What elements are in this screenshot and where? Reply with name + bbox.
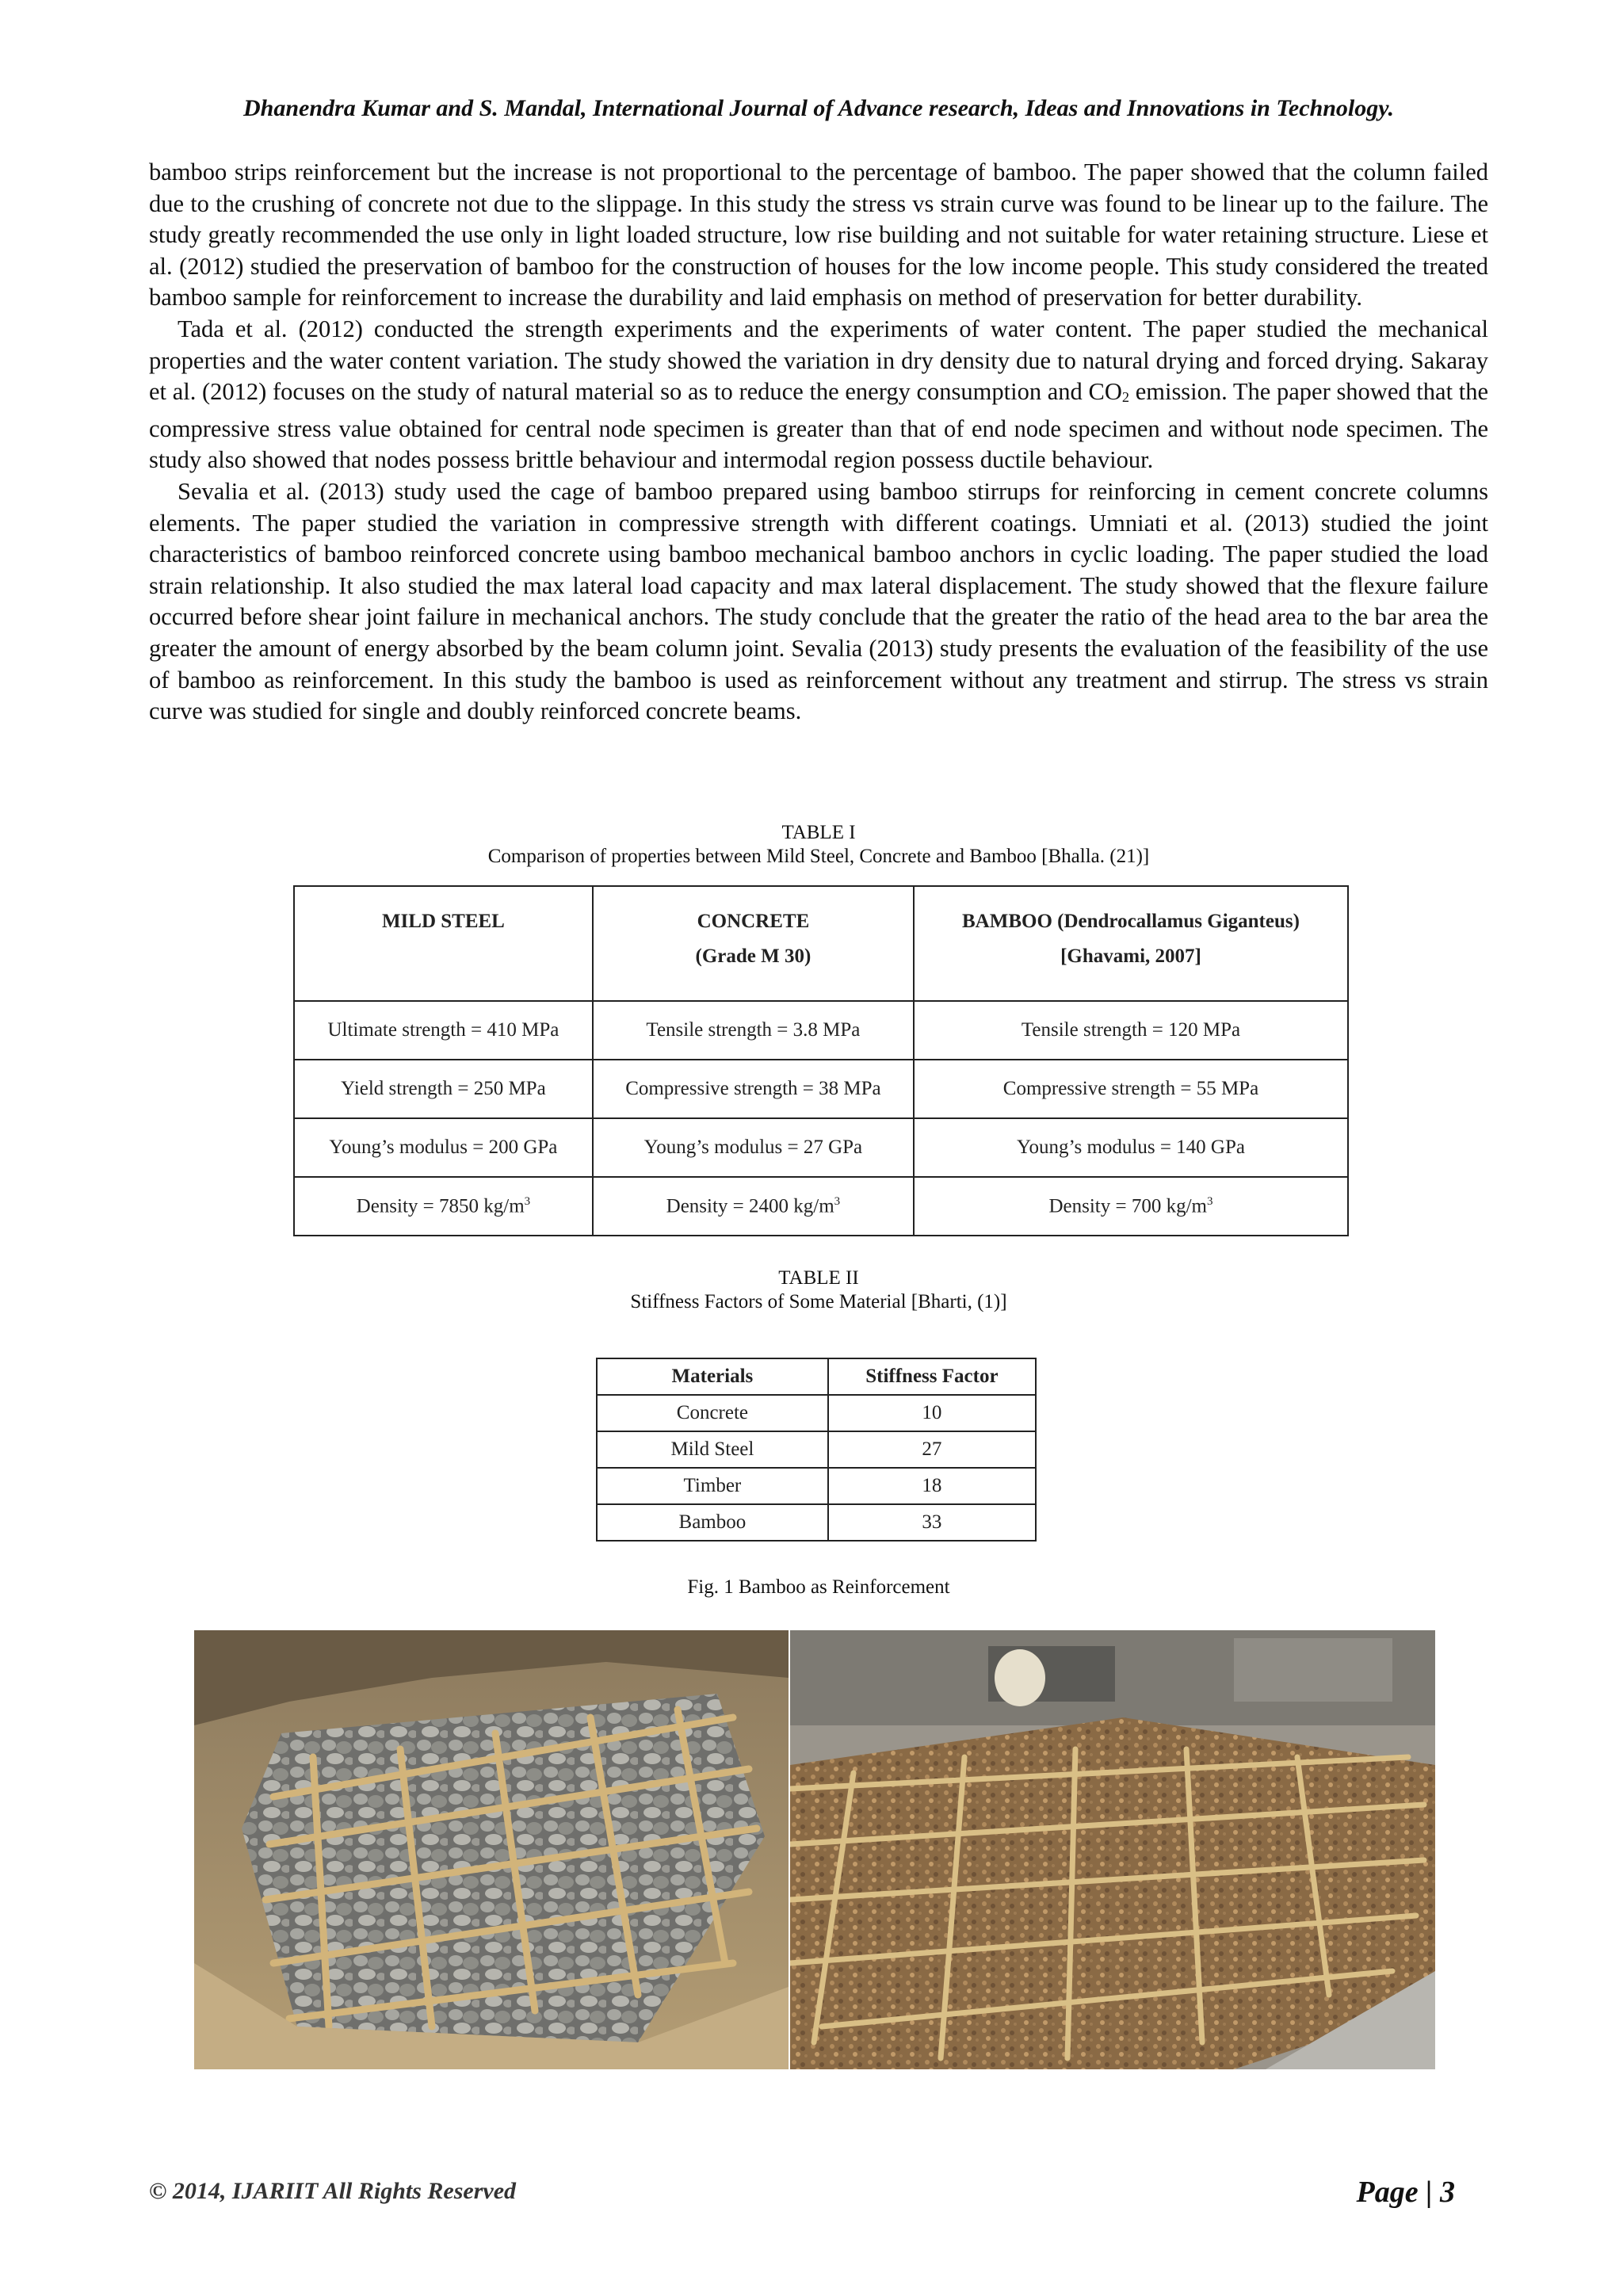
table2-cell: Mild Steel (597, 1431, 828, 1468)
table1-cell: Young’s modulus = 140 GPa (914, 1118, 1348, 1177)
table-row (294, 1060, 1348, 1118)
table1-caption: Comparison of properties between Mild Steel, Concrete and Bamboo [Bhalla. (21)] (487, 846, 1150, 867)
table2-cell: 18 (828, 1468, 1036, 1504)
co2-subscript: 2 (1121, 389, 1130, 406)
table1-cell: Young’s modulus = 200 GPa (294, 1118, 593, 1177)
table1-cell: Tensile strength = 3.8 MPa (593, 1001, 914, 1060)
table1-cell: Compressive strength = 55 MPa (914, 1060, 1348, 1118)
paragraph-3: Sevalia et al. (2013) study used the cage of bamboo prepared using bamboo stirrups for reinforcing in cement concrete columns elements. The paper studied the variation in compressive strength with different coatings. Umniati et al. (2013) studied the joint characteristics of bamboo reinforced concrete using bamboo mechanical bamboo anchors in cyclic loading. The paper studied the load strain relationship. It also studied the max lateral load capacity and max lateral displacement. The study showed that the flexure failure occurred before shear joint failure in mechanical anchors. The study conclude that the greater the ratio of the head area to the bar area the greater the amount of energy absorbed by the beam column joint. Sevalia (2013) study presents the evaluation of the feasibility of the use of bamboo as reinforcement. In this study the bamboo is used as reinforcement without any treatment and stirrup. The stress vs strain curve was studied for single and doubly reinforced concrete beams. (149, 477, 1488, 725)
table-row (294, 1118, 1348, 1177)
table-row (294, 1177, 1348, 1236)
table-row (597, 1395, 1036, 1431)
table2-label: TABLE II (778, 1267, 859, 1289)
table2-cell: Concrete (597, 1395, 828, 1431)
table2-cell: Timber (597, 1468, 828, 1504)
table-row (294, 1001, 1348, 1060)
table-stiffness-factors (596, 1358, 1037, 1541)
table1-header-cell: MILD STEEL (294, 886, 593, 1001)
table1-cell: Compressive strength = 38 MPa (593, 1060, 914, 1118)
running-header: Dhanendra Kumar and S. Mandal, International Journal of Advance research, Ideas and Innovations in Technology. (243, 95, 1394, 121)
table1-label: TABLE I (781, 822, 856, 843)
table-row (597, 1431, 1036, 1468)
photo-bamboo-grid-trench-art (194, 1630, 789, 2069)
table2-cell: Bamboo (597, 1504, 828, 1541)
paragraph-2-part-b: emission. The paper showed that the compressive stress value obtained for central node specimen is greater than that of end node specimen and without node specimen. The study also showed that nodes possess brittle behaviour and intermodal region possess ductile behaviour. (149, 378, 1488, 474)
paragraph-2 (149, 314, 1488, 476)
body-text (149, 157, 1488, 728)
table-properties-comparison (293, 885, 1349, 1236)
table2-caption: Stiffness Factors of Some Material [Bharti, (1)] (630, 1291, 1007, 1312)
table1-cell: Density = 700 $kg/m^3$ (914, 1177, 1348, 1236)
table1-cell: Ultimate strength = 410 MPa (294, 1001, 593, 1060)
photo-bamboo-grid-trench (194, 1630, 789, 2069)
table2-cell: 27 (828, 1431, 1036, 1468)
table1-cell: Yield strength = 250 MPa (294, 1060, 593, 1118)
footer-copyright: © 2014, IJARIIT All Rights Reserved (149, 2178, 517, 2204)
table2-header-cell: Stiffness Factor (828, 1358, 1036, 1395)
table2-header-cell: Materials (597, 1358, 828, 1395)
paragraph-2-part-a: Tada et al. (2012) conducted the strength experiments and the experiments of water content. The paper studied the mechanical properties and the water content variation. The study showed the variation in dry density due to natural drying and forced drying. Sakaray et al. (2012) focuses on the study of natural material so as to reduce the energy consumption and CO (149, 315, 1488, 406)
table1-header-cell: BAMBOO (Dendrocallamus Giganteus) [Ghavami, 2007] (914, 886, 1348, 1001)
photo-bamboo-grid-concrete-art (790, 1630, 1435, 2069)
photo-bamboo-grid-concrete (790, 1630, 1435, 2069)
table2-header-row (597, 1358, 1036, 1395)
table-row (597, 1468, 1036, 1504)
table1-cell: Density = 2400 $kg/m^3$ (593, 1177, 914, 1236)
table1-header-cell: CONCRETE (Grade M 30) (593, 886, 914, 1001)
table2-cell: 10 (828, 1395, 1036, 1431)
page-number: Page | 3 (1356, 2176, 1455, 2209)
paragraph-1: bamboo strips reinforcement but the increase is not proportional to the percentage of bamboo. The paper showed that the column failed due to the crushing of concrete not due to the slippage. In this study the stress vs strain curve was found to be linear up to the failure. The study greatly recommended the use only in light loaded structure, low rise building and not suitable for water retaining structure. Liese et al. (2012) studied the preservation of bamboo for the construction of houses for the low income people. This study considered the treated bamboo sample for reinforcement to increase the durability and laid emphasis on method of preservation for better durability. (149, 159, 1488, 311)
table1-cell: Young’s modulus = 27 GPa (593, 1118, 914, 1177)
table1-cell: Tensile strength = 120 MPa (914, 1001, 1348, 1060)
table-row (597, 1504, 1036, 1541)
table1-header-row (294, 886, 1348, 1001)
table2-cell: 33 (828, 1504, 1036, 1541)
figure-caption: Fig. 1 Bamboo as Reinforcement (687, 1576, 950, 1598)
table1-cell: Density = 7850 $kg/m^3$ (294, 1177, 593, 1236)
